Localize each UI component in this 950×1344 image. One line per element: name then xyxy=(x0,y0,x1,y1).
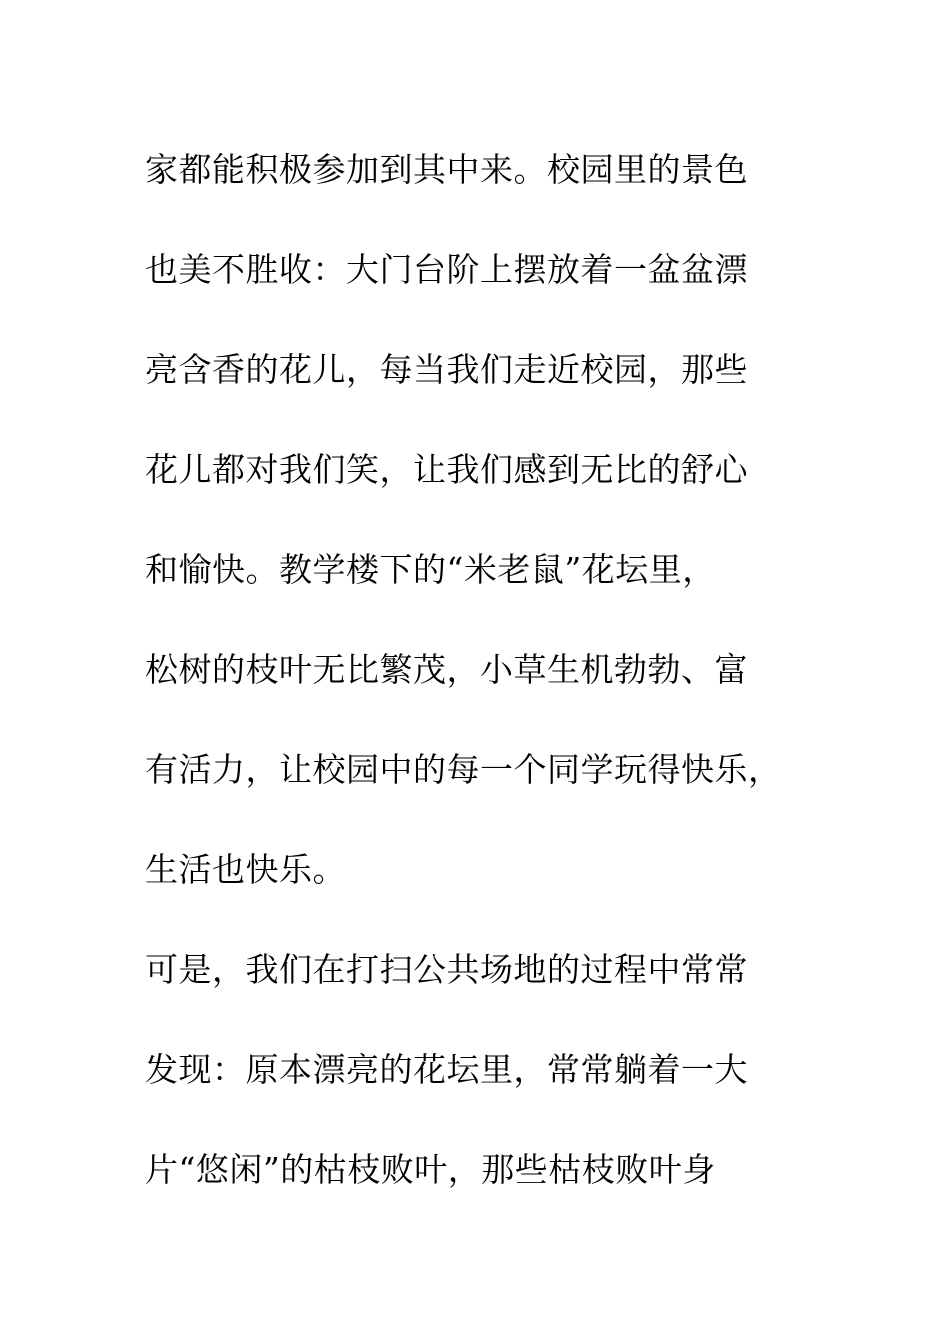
text-line-2: 也美不胜收：大门台阶上摆放着一盆盆漂 xyxy=(145,250,748,289)
text-line-5: 和愉快。教学楼下的“米老鼠”花坛里， xyxy=(145,550,716,589)
text-line-11: 片“悠闲”的枯枝败叶，那些枯枝败叶身 xyxy=(145,1150,716,1189)
text-line-8: 生活也快乐。 xyxy=(145,850,346,889)
text-line-10: 发现：原本漂亮的花坛里，常常躺着一大 xyxy=(145,1050,748,1089)
text-line-3: 亮含香的花儿，每当我们走近校园，那些 xyxy=(145,350,748,389)
text-line-1: 家都能积极参加到其中来。校园里的景色 xyxy=(145,150,748,189)
text-line-4: 花儿都对我们笑，让我们感到无比的舒心 xyxy=(145,450,748,489)
text-line-6: 松树的枝叶无比繁茂，小草生机勃勃、富 xyxy=(145,650,748,689)
text-line-7: 有活力，让校园中的每一个同学玩得快乐， xyxy=(145,750,782,789)
text-line-9: 可是，我们在打扫公共场地的过程中常常 xyxy=(145,950,748,989)
body-text xyxy=(145,120,805,1220)
